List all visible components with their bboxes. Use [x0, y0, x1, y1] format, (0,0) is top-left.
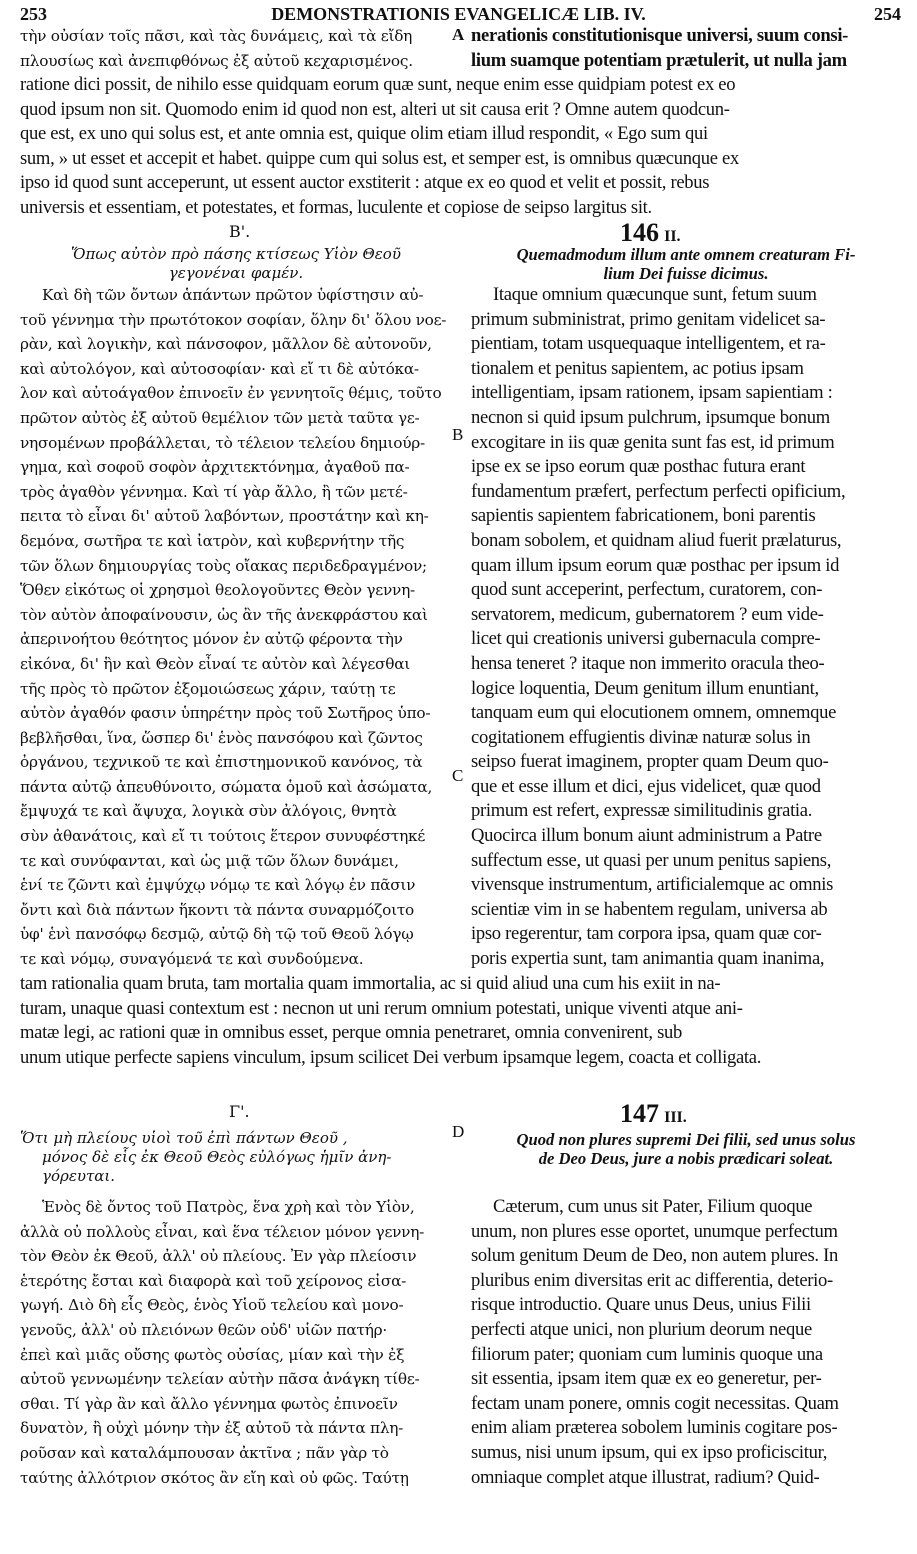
- text-line: Cæterum, cum unus sit Pater, Filium quoque: [493, 1196, 813, 1217]
- text-line: γωγή. Διὸ δὴ εἷς Θεὸς, ἑνὸς Υἱοῦ τελείου καὶ μονο-: [20, 1296, 404, 1315]
- text-line: γημα, καὶ σοφοῦ σοφὸν ἀρχιτεκτόνημα, ἀγαθοῦ πα-: [20, 458, 410, 477]
- text-line: αὐτὸν ἀγαθόν φασιν ὑπηρέτην πρὸς τοῦ Σωτῆρος ὑπο-: [20, 704, 431, 723]
- text-line: τρὸς ἀγαθὸν γέννημα. Καὶ τί γὰρ ἄλλο, ἢ τῶν μετέ-: [20, 482, 408, 501]
- latin-section-title: [466, 1130, 906, 1168]
- section-number-value: 146: [620, 218, 659, 247]
- text-line: σθαι. Τί γὰρ ἂν καὶ ἄλλο γέννημα φωτὸς ἐπινοεῖν: [20, 1394, 398, 1413]
- text-line: bonam sobolem, et quidnam aliud fuerit prælaturus,: [471, 529, 842, 551]
- text-line: intelligentiam, ipsam rationem, ipsam sapientiam :: [471, 382, 833, 404]
- margin-letter-c: C: [452, 766, 464, 785]
- text-line: risque introductio. Quare unus Deus, unius Filii: [471, 1294, 811, 1316]
- text-line: hensa teneret ? itaque non immerito oracula theo-: [471, 652, 825, 674]
- margin-letter-a: A: [452, 25, 465, 44]
- text-line: sapientis sapientem fabricationem, boni parentis: [471, 505, 816, 527]
- text-line: ipse ex se ipso eorum quæ posthac futura erant: [471, 456, 806, 478]
- text-line: αὐτοῦ γεννωμένην τελείαν αὐτὴν πᾶσα ἀνάγκη τίθε-: [20, 1370, 420, 1389]
- text-line: filiorum pater; quoniam cum luminis quoque una: [471, 1343, 823, 1365]
- text-line: tanquam eum qui elocutionem omnem, omnemque: [471, 702, 837, 724]
- text-line: enim aliam præterea sobolem luminis cogitare pos-: [471, 1417, 838, 1439]
- text-line: ἀπερινοήτου θεότητος μόνον ἐν αὐτῷ φέροντα τὴν: [20, 630, 403, 649]
- title-line: Ὅτι μὴ πλείους υἱοὶ τοῦ ἐπὶ πάντων Θεοῦ ,: [20, 1129, 348, 1147]
- text-line: ροῦσαν καὶ καταλάμπουσαν ἀκτῖνα ; πᾶν γὰρ τὸ: [20, 1443, 389, 1462]
- text-line: ratione dici possit, de nihilo esse quidquam eorum quæ sunt, neque enim esse quidpiam potest ex eo: [20, 74, 736, 95]
- text-line: quod sunt acceperint, perfectum, curatorem, con-: [471, 579, 823, 601]
- title-line: de Deo Deus, jure a nobis prædicari soleat.: [538, 1149, 834, 1168]
- text-line: vivensque instrumentum, artificialemque ac omnis: [471, 874, 834, 896]
- text-line: pluribus enim diversitas erit ac differentia, deterio-: [471, 1269, 833, 1291]
- text-line: ὄντι καὶ διὰ πάντων ἥκοντι τὰ πάντα συναρμόζοιτο: [20, 900, 414, 919]
- text-line: ταύτης ἀλλότριον σκότος ἂν εἴη καὶ οὐ φῶς. Ταύτῃ: [20, 1468, 409, 1487]
- text-line: ὀργάνου, τεχνικοῦ τε καὶ ἐπιστημονικοῦ κανόνος, τὰ: [20, 753, 423, 772]
- title-line: lium Dei fuisse dicimus.: [603, 264, 769, 283]
- text-line: πρῶτον αὐτὸς ἐξ αὐτοῦ θεμέλιον τῶν μετὰ ταῦτα γε-: [20, 408, 420, 427]
- text-line: δυνατὸν, ἢ οὐχὶ μόνην τὴν ἐξ αὐτοῦ τὰ πάντα πλη-: [20, 1419, 404, 1438]
- text-line: δεμόνα, σωτῆρα τε καὶ ἰατρὸν, καὶ κυβερνήτην τῆς: [20, 531, 405, 550]
- text-line: ἔμψυχά τε καὶ ἄψυχα, λογικὰ σὺν ἀλόγοις, θνητὰ: [20, 802, 397, 821]
- text-line: matæ legi, ac rationi quæ in omnibus esset, perque omnia penetraret, omnia convenirent, sub: [20, 1022, 683, 1044]
- text-line: sum, » ut esset et accepit et habet. quippe cum qui solus est, et semper est, is omnibus quæcunque ex: [20, 147, 739, 169]
- text-line: βεβλῆσθαι, ἵνα, ὥσπερ δι' ἑνὸς πανσόφου καὶ ζῶντος: [20, 728, 423, 747]
- text-line: que est, ex uno qui solus est, et ante omnia est, quique olim etiam illud respondit, « Ego sum qui: [20, 123, 708, 145]
- title-line: γόρευται.: [42, 1167, 116, 1185]
- text-line: sumus, nisi unum ipsum, qui ex ipso proficiscitur,: [471, 1441, 828, 1463]
- text-line: καὶ αὐτολόγον, καὶ αὐτοσοφίαν· καὶ εἴ τι δὲ αὐτόκα-: [20, 359, 419, 378]
- text-line: quod ipsum non sit. Quomodo enim id quod non est, alteri ut sit causa erit ? Omne autem quodcun-: [20, 98, 730, 120]
- text-line: cogitationem effugientis divinæ naturæ solus in: [471, 726, 811, 748]
- text-line: τε καὶ συνύφανται, καὶ ὡς μιᾷ τῶν ὅλων δυνάμει,: [20, 851, 399, 870]
- text-line: Καὶ δὴ τῶν ὄντων ἁπάντων πρῶτον ὑφίστησιν αὐ-: [42, 286, 424, 304]
- text-line: ρὰν, καὶ λογικὴν, καὶ πάνσοφον, μᾶλλον δὲ αὐτονοῦν,: [20, 335, 432, 354]
- top-full-width-text: [20, 73, 900, 221]
- text-line: τῆς πρὸς τὸ πρῶτον ἐξομοιώσεως χάριν, ταύτῃ τε: [20, 679, 396, 698]
- text-line: σὺν ἀθανάτοις, καὶ εἴ τι τούτοις ἕτερον συνυφέστηκέ: [20, 827, 426, 846]
- text-line: nerationis constitutionisque universi, suum consi-: [471, 25, 849, 46]
- text-line: universis et essentiam, et potestates, et formas, luculente et copiose de seipso largitus sit.: [20, 196, 652, 218]
- text-line: primum est refert, expressæ similitudinis gratia.: [471, 800, 813, 822]
- text-line: εἰκόνα, δι' ἣν καὶ Θεὸν εἶναί τε αὐτὸν καὶ λέγεσθαι: [20, 654, 411, 673]
- text-line: sit essentia, ipsam item quæ ex eo generetur, per-: [471, 1368, 822, 1390]
- text-line: Ὅθεν εἰκότως οἱ χρησμοὶ θεολογοῦντες Θεὸν γεννη-: [20, 581, 415, 600]
- section-b-full-width-text: [20, 972, 900, 1070]
- text-line: πάντα αὐτῷ ἀπευθύνοιτο, σώματα ὁμοῦ καὶ ἀσώματα,: [20, 777, 433, 796]
- text-line: ἑτερότης ἔσται καὶ διαφορὰ καὶ τοῦ χείρονος εἰσα-: [20, 1271, 407, 1290]
- text-line: λον καὶ αὐτοάγαθον ἐπινοεῖν ἐν γεννητοῖς θέμις, τοῦτο: [20, 384, 442, 403]
- page-number-left: 253: [20, 4, 47, 24]
- section-roman: III.: [664, 1109, 687, 1126]
- text-line: πειτα τὸ εἶναι δι' αὐτοῦ λαβόντων, προστάτην καὶ κη-: [20, 507, 429, 526]
- text-line: servatorem, medicum, gubernatorem ? eum vide-: [471, 603, 824, 625]
- section-roman: II.: [664, 228, 681, 245]
- greek-column: [20, 1195, 456, 1490]
- text-line: τὸν Θεὸν ἐκ Θεοῦ, ἀλλ' οὐ πλείους. Ἐν γὰρ πλείοσιν: [20, 1247, 417, 1266]
- greek-section-label: Γ'.: [229, 1102, 250, 1121]
- text-line: logice loquentia, Deum genitum illum enuntiant,: [471, 677, 819, 699]
- text-line: ipso id quod sunt acceperunt, ut essent auctor exstiterit : atque ex eo quod et velit et possit, rebus: [20, 172, 710, 194]
- text-line: unum utique perfecte sapiens vinculum, ipsum scilicet Dei verbum ipsamque legem, coacta et colligata.: [20, 1046, 762, 1068]
- text-line: unum, non plures esse oportet, unumque perfectum: [471, 1220, 838, 1242]
- margin-letter-b: B: [452, 425, 464, 444]
- title-line: Quod non plures supremi Dei filii, sed unus solus: [516, 1130, 856, 1149]
- text-line: primum subministrat, primo genitam videlicet sa-: [471, 308, 826, 330]
- text-line: quam illum ipsum eorum quæ posthac per ipsum id: [471, 554, 840, 576]
- text-line: Quocirca illum bonum aiunt administrum a Patre: [471, 825, 822, 847]
- title-line: μόνος δὲ εἷς ἐκ Θεοῦ Θεὸς εὐλόγως ἡμῖν ἀνη-: [42, 1148, 392, 1166]
- text-line: ἐπεὶ καὶ μιᾶς οὔσης φωτὸς οὐσίας, μίαν καὶ τὴν ἐξ: [20, 1345, 405, 1364]
- text-line: fundamentum præfert, perfectum perfecti opificium,: [471, 480, 846, 502]
- text-line: τὸν αὐτὸν ἀποφαίνουσιν, ὡς ἂν τῆς ἀνεκφράστου καὶ: [20, 605, 428, 624]
- text-line: ipso regerentur, tam corpora ipsa, quam quæ cor-: [471, 923, 822, 945]
- top-latin-column: [471, 24, 911, 73]
- text-line: τοῦ γέννημα τὴν πρωτότοκον σοφίαν, ὅλην δι' ὅλου νοε-: [20, 310, 447, 329]
- latin-column: [471, 1195, 911, 1490]
- greek-section-title: [20, 245, 452, 283]
- text-line: turam, unaque quasi contextum est : necnon ut uni rerum omnium potestati, unique viventi atque ani-: [20, 997, 743, 1019]
- title-line: γεγονέναι φαμέν.: [168, 264, 304, 282]
- latin-section-title: [466, 245, 906, 283]
- text-line: solum genitum Deum de Deo, non autem plures. In: [471, 1245, 838, 1267]
- text-line: fectam unam ponere, omnis cogit necessitas. Quam: [471, 1392, 839, 1414]
- text-line: tionalem et penitus sapientem, ac potius ipsam: [471, 357, 804, 379]
- text-line: νησομένων προβάλλεται, τὸ τέλειον τελείου δημιούρ-: [20, 433, 425, 452]
- text-line: licet qui creationis universi gubernacula compre-: [471, 628, 821, 650]
- greek-column: [20, 283, 456, 972]
- text-line: ἀλλὰ οὐ πολλοὺς εἶναι, καὶ ἕνα τέλειον μόνον γεννη-: [20, 1222, 425, 1241]
- text-line: πλουσίως καὶ ἀνεπιφθόνως ἐξ αὐτοῦ κεχαρισμένος.: [20, 51, 413, 70]
- section-number: [620, 218, 681, 248]
- running-title: DEMONSTRATIONIS EVANGELICÆ LIB. IV.: [271, 4, 646, 24]
- margin-letter-d: D: [452, 1122, 465, 1141]
- text-line: Itaque omnium quæcunque sunt, fetum suum: [493, 284, 817, 305]
- text-line: scientiæ vim in se habentem regulam, universa ab: [471, 898, 828, 920]
- text-line: tam rationalia quam bruta, tam mortalia quam immortalia, ac si quid aliud una cum his exiit in na-: [20, 973, 721, 994]
- top-greek-column: [20, 24, 455, 73]
- text-line: τε καὶ νόμῳ, συναγόμενά τε καὶ συνδούμενα.: [20, 950, 364, 969]
- text-line: excogitare in iis quæ genita sunt fas est, id primum: [471, 431, 835, 453]
- text-line: ἑνί τε ζῶντι καὶ ἐμψύχῳ νόμῳ τε καὶ λόγῳ ἐν πᾶσιν: [20, 876, 416, 895]
- text-line: perfecti atque unici, non plurium deorum neque: [471, 1318, 812, 1340]
- text-line: ὑφ' ἑνὶ πανσόφῳ δεσμῷ, αὐτῷ δὴ τῷ τοῦ Θεοῦ λόγῳ: [20, 925, 414, 944]
- text-line: lium suamque potentiam prætulerit, ut nulla jam: [471, 49, 847, 71]
- text-line: seipso fuerat imaginem, propter quam Deum quo-: [471, 751, 829, 773]
- latin-column: [471, 283, 911, 972]
- text-line: suffectum esse, ut quasi per unum penitus sapiens,: [471, 849, 832, 871]
- text-line: τῶν ὅλων δημιουργίας τοὺς οἴακας περιδεδραγμένον;: [20, 556, 427, 575]
- text-line: poris expertia sunt, tam animantia quam inanima,: [471, 948, 825, 970]
- text-line: pientiam, totam usquequaque intelligentem, et ra-: [471, 333, 826, 355]
- section-number: [620, 1099, 687, 1129]
- text-line: τὴν οὐσίαν τοῖς πᾶσι, καὶ τὰς δυνάμεις, καὶ τὰ εἴδη: [20, 27, 413, 45]
- text-line: que et esse illum et dici, ejus videlicet, quæ quod: [471, 775, 821, 797]
- section-number-value: 147: [620, 1099, 659, 1128]
- text-line: γενοῦς, ἀλλ' οὐ πλειόνων θεῶν οὐδ' υἱῶν πατήρ·: [20, 1320, 387, 1339]
- text-line: necnon si quid ipsum pulchrum, ipsumque bonum: [471, 406, 830, 428]
- greek-section-title: [20, 1129, 452, 1186]
- text-line: Ἑνὸς δὲ ὄντος τοῦ Πατρὸς, ἕνα χρὴ καὶ τὸν Υἱὸν,: [42, 1198, 415, 1216]
- greek-section-label: Β'.: [229, 222, 251, 241]
- title-line: Quemadmodum illum ante omnem creaturam Fi-: [516, 245, 856, 264]
- text-line: omniaque complet atque illustrat, radium? Quid-: [471, 1466, 820, 1488]
- title-line: Ὅπως αὐτὸν πρὸ πάσης κτίσεως Υἱὸν Θεοῦ: [71, 245, 401, 263]
- page-number-right: 254: [874, 4, 901, 24]
